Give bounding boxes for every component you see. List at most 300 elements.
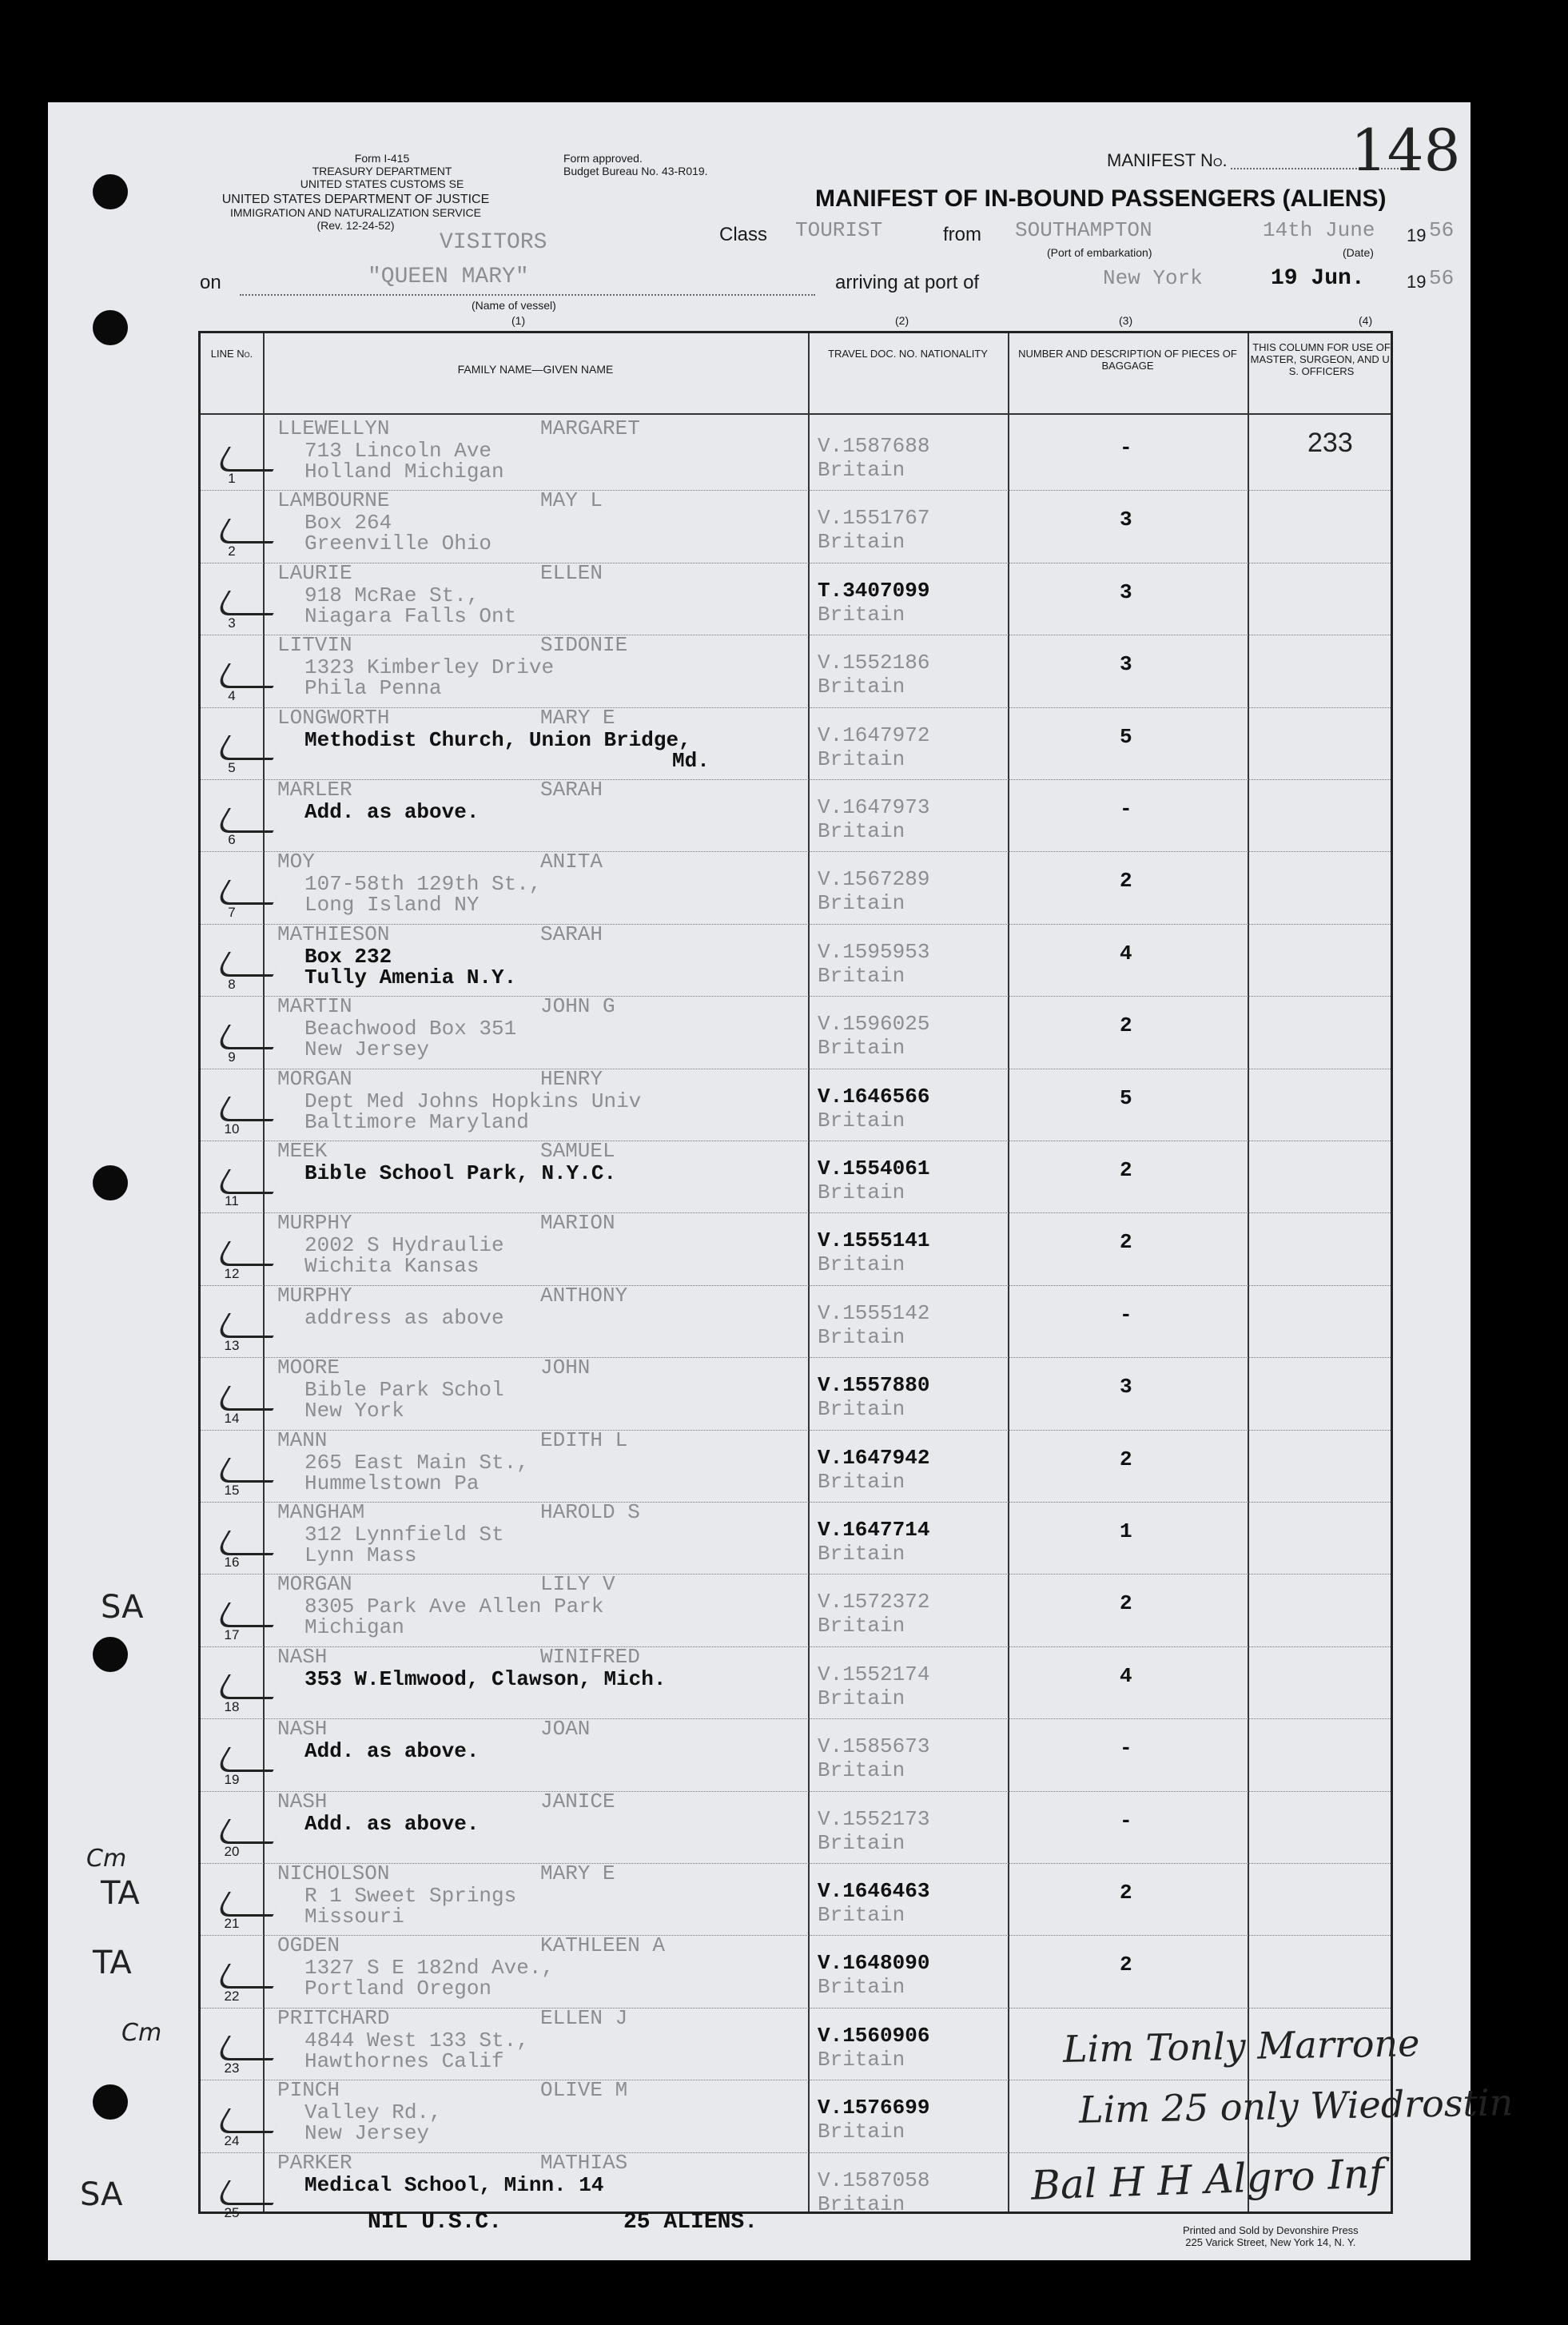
checkmark-icon	[214, 1964, 287, 1989]
checkmark-icon	[214, 1819, 287, 1844]
row-divider	[201, 851, 1391, 852]
address-line-1: 918 McRae St.,	[304, 583, 480, 607]
baggage-count: 4	[1120, 1663, 1132, 1688]
printer-credit	[1183, 2224, 1359, 2248]
table-row	[201, 1789, 1391, 1866]
line-number: 4	[228, 687, 236, 703]
nationality: Britain	[818, 1903, 905, 1927]
date-caption: (Date)	[1343, 246, 1374, 259]
family-name: MARTIN	[277, 994, 352, 1019]
given-name: JOHN G	[540, 994, 615, 1019]
family-name: PINCH	[277, 2078, 340, 2103]
line-number: 16	[224, 1555, 240, 1571]
row-divider	[201, 779, 1391, 780]
col-header-officers: THIS COLUMN FOR USE OF MASTER, SURGEON, AND U. S. OFFICERS	[1250, 341, 1393, 377]
nationality: Britain	[818, 1036, 905, 1061]
baggage-count: 2	[1120, 1158, 1132, 1182]
table-row	[201, 1861, 1391, 1938]
travel-doc-number: V.1587058	[818, 2168, 930, 2192]
given-name: MARION	[540, 1211, 615, 1236]
address-line-1: 2002 S Hydraulie	[304, 1233, 504, 1258]
family-name: NASH	[277, 1717, 328, 1742]
address-line-1: 713 Lincoln Ave	[304, 439, 492, 463]
signature: Lim Tonly Marrone	[1062, 2021, 1420, 2071]
given-name: SAMUEL	[540, 1139, 615, 1163]
given-name: JOAN	[540, 1717, 591, 1742]
line-number: 5	[228, 759, 236, 775]
checkmark-icon	[214, 2108, 287, 2133]
address-line-1: address as above	[304, 1305, 504, 1330]
header-divider	[201, 413, 1391, 415]
treasury-dept: TREASURY DEPARTMENT	[312, 165, 452, 177]
ins-service: IMMIGRATION AND NATURALIZATION SERVICE	[230, 206, 481, 219]
punch-hole	[93, 174, 128, 209]
table-row	[201, 560, 1391, 638]
given-name: MAY L	[540, 488, 603, 513]
given-name: SIDONIE	[540, 633, 628, 658]
given-name: OLIVE M	[540, 2078, 628, 2103]
table-row	[201, 1644, 1391, 1722]
checkmark-icon	[214, 735, 287, 760]
address-line-1: 1323 Kimberley Drive	[304, 655, 555, 680]
justice-block	[168, 193, 543, 232]
line-number: 2	[228, 543, 236, 559]
line-number: 22	[224, 1988, 240, 2004]
col-header-travel: TRAVEL DOC. NO. NATIONALITY	[828, 348, 988, 360]
travel-doc-number: V.1648090	[818, 1951, 930, 1976]
given-name: SARAH	[540, 922, 603, 946]
table-row	[201, 994, 1391, 1071]
footer-alien-count: 25 ALIENS.	[623, 2210, 758, 2235]
checkmark-icon	[214, 447, 287, 472]
line-number: 9	[228, 1049, 236, 1065]
checkmark-icon	[214, 1386, 287, 1411]
from-value: SOUTHAMPTON	[1015, 218, 1152, 242]
line-number: 10	[224, 1121, 240, 1137]
address-line-2: Michigan	[304, 1615, 404, 1640]
date-year-prefix: 19	[1407, 225, 1427, 245]
from-label: from	[943, 224, 981, 245]
family-name: MATHIESON	[277, 922, 390, 946]
checkmark-icon	[214, 1747, 287, 1772]
family-name: MURPHY	[277, 1283, 352, 1308]
row-divider	[201, 1574, 1391, 1575]
page-title: MANIFEST OF IN-BOUND PASSENGERS (ALIENS)	[815, 185, 1387, 212]
manifest-sheet	[48, 102, 1514, 2260]
address-line-2: New York	[304, 1399, 404, 1423]
family-name: LAURIE	[277, 560, 352, 585]
arrival-date: 19 Jun.	[1271, 266, 1365, 291]
checkmark-icon	[214, 1241, 287, 1266]
travel-doc-number: V.1647942	[818, 1445, 930, 1470]
baggage-count: 2	[1120, 1591, 1132, 1616]
line-number: 6	[228, 832, 236, 848]
family-name: MANN	[277, 1427, 328, 1452]
checkmark-icon	[214, 880, 287, 905]
family-name: MORGAN	[277, 1066, 352, 1091]
travel-doc-number: V.1551767	[818, 506, 930, 531]
line-number: 19	[224, 1771, 240, 1787]
travel-doc-number: V.1560906	[818, 2023, 930, 2048]
address-line-1: 353 W.Elmwood, Clawson, Mich.	[304, 1666, 667, 1691]
checkmark-icon	[214, 1097, 287, 1121]
signature: Bal H H Algro Inf	[1030, 2150, 1385, 2209]
table-row	[201, 1356, 1391, 1432]
nationality: Britain	[818, 1108, 905, 1133]
address-line-1: Medical School, Minn. 14	[304, 2172, 604, 2197]
family-name: MANGHAM	[277, 1500, 365, 1524]
address-line-1: Add. as above.	[304, 1811, 480, 1836]
address-line-1: Methodist Church, Union Bridge,	[304, 727, 691, 752]
baggage-count: 2	[1120, 1230, 1132, 1255]
nationality: Britain	[818, 1758, 905, 1783]
table-row	[201, 1427, 1391, 1505]
nationality: Britain	[818, 1397, 905, 1422]
row-divider	[201, 1935, 1391, 1936]
given-name: ANTHONY	[540, 1283, 628, 1308]
baggage-count: 2	[1120, 1953, 1132, 1977]
travel-doc-number: V.1567289	[818, 867, 930, 892]
travel-doc-number: V.1555141	[818, 1228, 930, 1253]
nationality: Britain	[818, 458, 905, 482]
checkmark-icon	[214, 1892, 287, 1917]
date-year: 56	[1429, 218, 1455, 242]
justice-dept: UNITED STATES DEPARTMENT OF JUSTICE	[221, 193, 490, 206]
row-divider	[201, 1430, 1391, 1431]
nationality: Britain	[818, 1180, 905, 1204]
checkmark-icon	[214, 1313, 287, 1338]
vessel-name: "QUEEN MARY"	[368, 265, 529, 289]
nationality: Britain	[818, 530, 905, 555]
given-name: HAROLD S	[540, 1500, 640, 1524]
nationality: Britain	[818, 1614, 905, 1638]
line-number: 17	[224, 1626, 240, 1642]
nationality: Britain	[818, 891, 905, 916]
baggage-count: 2	[1120, 869, 1132, 894]
arrival-year: 56	[1429, 266, 1455, 290]
row-divider	[201, 1718, 1391, 1719]
family-name: OGDEN	[277, 1933, 340, 1958]
table-row	[201, 1211, 1391, 1288]
travel-doc-number: V.1646463	[818, 1879, 930, 1903]
nationality: Britain	[818, 1686, 905, 1710]
family-name: MARLER	[277, 778, 352, 802]
margin-note: TA	[101, 1875, 140, 1912]
nationality: Britain	[818, 2192, 905, 2216]
row-divider	[201, 1285, 1391, 1286]
address-line-2: Niagara Falls Ont	[304, 603, 517, 628]
travel-doc-number: V.1646566	[818, 1084, 930, 1109]
address-line-1: Box 232	[304, 944, 392, 969]
arrival-year-prefix: 19	[1407, 272, 1427, 292]
address-line-2: Greenville Ohio	[304, 531, 492, 556]
address-line-1: Dept Med Johns Hopkins Univ	[304, 1089, 642, 1113]
baggage-count: 2	[1120, 1013, 1132, 1038]
nationality: Britain	[818, 1830, 905, 1855]
address-line-1: 107-58th 129th St.,	[304, 872, 542, 897]
address-line-2: Tully Amenia N.Y.	[304, 965, 517, 989]
table-row	[201, 778, 1391, 854]
baggage-count: 4	[1120, 941, 1132, 965]
table-row	[201, 488, 1391, 565]
margin-note: SA	[101, 1589, 144, 1626]
address-line-2: Baltimore Maryland	[304, 1109, 529, 1134]
family-name: LLEWELLYN	[277, 416, 390, 440]
row-divider	[201, 1357, 1391, 1358]
form-number: Form I-415	[354, 152, 410, 165]
col-header-line-no: LINE No.	[210, 348, 253, 360]
given-name: MARGARET	[540, 416, 640, 440]
given-name: JANICE	[540, 1789, 615, 1813]
row-divider	[201, 1212, 1391, 1213]
budget-bureau: Budget Bureau No. 43-R019.	[563, 165, 708, 177]
nationality: Britain	[818, 963, 905, 988]
address-line-2: Hummelstown Pa	[304, 1471, 480, 1495]
form-approved: Form approved.	[563, 152, 643, 165]
address-line-1: Box 264	[304, 511, 392, 535]
travel-doc-number: V.1585673	[818, 1734, 930, 1759]
checkmark-icon	[214, 2036, 287, 2060]
manifest-no-handwritten: 148	[1351, 117, 1461, 184]
given-name: ELLEN J	[540, 2005, 628, 2030]
travel-doc-number: V.1647973	[818, 795, 930, 819]
table-row	[201, 1717, 1391, 1794]
on-label: on	[200, 272, 221, 293]
address-line-2: Missouri	[304, 1905, 404, 1929]
baggage-count: 3	[1120, 508, 1132, 532]
table-row	[201, 1066, 1391, 1144]
table-row	[201, 1139, 1391, 1216]
address-line-2: Portland Oregon	[304, 1977, 492, 2001]
row-divider	[201, 1646, 1391, 1647]
line-number: 8	[228, 977, 236, 993]
row-divider	[201, 1502, 1391, 1503]
row-divider	[201, 1791, 1391, 1792]
line-number: 14	[224, 1410, 240, 1426]
travel-doc-number: V.1554061	[818, 1157, 930, 1180]
family-name: MOY	[277, 850, 315, 874]
travel-doc-number: V.1572372	[818, 1590, 930, 1614]
given-name: KATHLEEN A	[540, 1933, 666, 1958]
travel-doc-number: V.1647972	[818, 723, 930, 747]
punch-hole	[93, 1165, 128, 1200]
address-line-1: Bible Park Schol	[304, 1378, 504, 1403]
checkmark-icon	[214, 2180, 287, 2205]
printer-line-1: Printed and Sold by Devonshire Press	[1183, 2224, 1359, 2236]
col-num-4: (4)	[1359, 314, 1373, 327]
table-row	[201, 922, 1391, 999]
arrival-port: New York	[1103, 266, 1203, 290]
nationality: Britain	[818, 675, 905, 699]
port-embark-caption: (Port of embarkation)	[1047, 246, 1152, 259]
margin-note: TA	[93, 1945, 132, 1981]
checkmark-icon	[214, 663, 287, 688]
nationality: Britain	[818, 1542, 905, 1566]
checkmark-icon	[214, 808, 287, 833]
given-name: WINIFRED	[540, 1644, 640, 1669]
given-name: ANITA	[540, 850, 603, 874]
punch-hole	[93, 310, 128, 345]
given-name: LILY V	[540, 1572, 615, 1597]
baggage-count: 3	[1120, 652, 1132, 677]
checkmark-icon	[214, 952, 287, 977]
travel-doc-number: V.1595953	[818, 939, 930, 964]
approval-block	[563, 152, 708, 177]
line-number: 1	[228, 471, 236, 487]
table-row	[201, 1500, 1391, 1577]
baggage-count: 3	[1120, 1375, 1132, 1399]
margin-note: Cm	[121, 2019, 162, 2047]
checkmark-icon	[214, 1025, 287, 1049]
nationality: Britain	[818, 1469, 905, 1494]
footer-nil-usc: NIL U.S.C.	[368, 2210, 503, 2235]
baggage-count: 1	[1120, 1519, 1132, 1543]
address-line-1: Beachwood Box 351	[304, 1017, 517, 1041]
baggage-count: 3	[1120, 579, 1132, 604]
col-num-1: (1)	[511, 314, 526, 327]
address-line-1: Valley Rd.,	[304, 2100, 442, 2125]
given-name: EDITH L	[540, 1427, 628, 1452]
checkmark-icon	[214, 1169, 287, 1194]
vessel-line	[240, 293, 815, 296]
customs-service: UNITED STATES CUSTOMS SE	[300, 177, 464, 190]
address-line-2: Holland Michigan	[304, 460, 504, 484]
family-name: NICHOLSON	[277, 1861, 390, 1885]
signature: Lim 25 only Wiedrostin	[1078, 2080, 1514, 2132]
margin-note: Cm	[86, 1845, 127, 1873]
address-line-1: 8305 Park Ave Allen Park	[304, 1594, 604, 1619]
table-row	[201, 1572, 1391, 1649]
travel-doc-number: V.1576699	[818, 2096, 930, 2120]
address-line-2: Phila Penna	[304, 676, 442, 701]
row-divider	[201, 996, 1391, 997]
family-name: PRITCHARD	[277, 2005, 390, 2030]
baggage-count: 5	[1120, 724, 1132, 749]
nationality: Britain	[818, 819, 905, 843]
col-num-3: (3)	[1119, 314, 1133, 327]
address-line-1: 4844 West 133 St.,	[304, 2028, 529, 2052]
checkmark-icon	[214, 1602, 287, 1627]
col-header-baggage: NUMBER AND DESCRIPTION OF PIECES OF BAGGAGE	[1018, 348, 1237, 372]
given-name: SARAH	[540, 778, 603, 802]
given-name: JOHN	[540, 1356, 591, 1380]
revision: (Rev. 12-24-52)	[316, 219, 395, 232]
baggage-count: 2	[1120, 1447, 1132, 1471]
nationality: Britain	[818, 602, 905, 627]
nationality: Britain	[818, 1252, 905, 1277]
col-num-2: (2)	[895, 314, 909, 327]
address-line-1: R 1 Sweet Springs	[304, 1884, 517, 1908]
address-line-2: Long Island NY	[304, 893, 480, 918]
address-line-1: Add. as above.	[304, 1739, 480, 1764]
vessel-caption: (Name of vessel)	[472, 299, 556, 312]
baggage-count: -	[1120, 1808, 1132, 1833]
address-line-2: Lynn Mass	[304, 1543, 417, 1567]
line-number: 3	[228, 615, 236, 631]
address-line-2: Hawthornes Calif	[304, 2048, 504, 2073]
baggage-count: -	[1120, 1736, 1132, 1761]
table-row	[201, 416, 1391, 493]
line-number: 13	[224, 1338, 240, 1354]
travel-doc-number: V.1647714	[818, 1518, 930, 1542]
line-number: 7	[228, 904, 236, 920]
given-name: MARY E	[540, 1861, 615, 1885]
given-name: MARY E	[540, 705, 615, 730]
address-line-1: Bible School Park, N.Y.C.	[304, 1161, 617, 1185]
officer-note: 233	[1307, 428, 1353, 458]
family-name: MEEK	[277, 1139, 328, 1163]
checkmark-icon	[214, 591, 287, 615]
address-line-2: New Jersey	[304, 2121, 430, 2146]
family-name: LONGWORTH	[277, 705, 390, 730]
table-row	[201, 705, 1391, 782]
nationality: Britain	[818, 1324, 905, 1349]
checkmark-icon	[214, 1674, 287, 1699]
checkmark-icon	[214, 1531, 287, 1555]
nationality: Britain	[818, 746, 905, 771]
nationality: Britain	[818, 2120, 905, 2144]
line-number: 12	[224, 1265, 240, 1281]
address-line-1: 312 Lynnfield St	[304, 1523, 504, 1547]
table-row	[201, 1283, 1391, 1360]
family-name: NASH	[277, 1789, 328, 1813]
line-number: 23	[224, 2060, 240, 2076]
family-name: MURPHY	[277, 1211, 352, 1236]
address-line-2: Md.	[672, 748, 710, 773]
line-number: 21	[224, 1916, 240, 1932]
line-number: 24	[224, 2132, 240, 2148]
travel-doc-number: V.1557880	[818, 1373, 930, 1398]
baggage-count: -	[1120, 1302, 1132, 1327]
table-row	[201, 850, 1391, 926]
travel-doc-number: T.3407099	[818, 578, 930, 603]
punch-hole	[93, 1637, 128, 1672]
table-row	[201, 1933, 1391, 2010]
family-name: MORGAN	[277, 1572, 352, 1597]
family-name: LAMBOURNE	[277, 488, 390, 513]
address-line-2: New Jersey	[304, 1037, 430, 1062]
manifest-date: 14th June	[1263, 218, 1375, 242]
arriving-label: arriving at port of	[835, 272, 980, 293]
baggage-count: 5	[1120, 1085, 1132, 1110]
address-line-1: 265 East Main St.,	[304, 1450, 529, 1475]
family-name: PARKER	[277, 2150, 352, 2175]
checkmark-icon	[214, 519, 287, 543]
address-line-1: Add. as above.	[304, 800, 480, 824]
table-row	[201, 633, 1391, 710]
travel-doc-number: V.1552174	[818, 1662, 930, 1686]
checkmark-icon	[214, 1458, 287, 1483]
class-value: TOURIST	[795, 218, 883, 242]
travel-doc-number: V.1552186	[818, 651, 930, 675]
manifest-no-label: MANIFEST No.	[1107, 150, 1228, 170]
family-name: LITVIN	[277, 633, 352, 658]
family-name: MOORE	[277, 1356, 340, 1380]
line-number: 20	[224, 1843, 240, 1859]
visitors-stamp: VISITORS	[440, 230, 547, 255]
baggage-count: -	[1120, 436, 1132, 460]
baggage-count: -	[1120, 797, 1132, 821]
family-name: NASH	[277, 1644, 328, 1669]
margin-note: SA	[80, 2176, 123, 2213]
passenger-table	[198, 331, 1393, 2220]
address-line-1: 1327 S E 182nd Ave.,	[304, 1956, 555, 1981]
printer-line-2: 225 Varick Street, New York 14, N. Y.	[1185, 2236, 1356, 2248]
travel-doc-number: V.1587688	[818, 434, 930, 458]
address-line-2: Wichita Kansas	[304, 1254, 480, 1279]
nationality: Britain	[818, 1975, 905, 2000]
line-number: 25	[224, 2204, 240, 2220]
